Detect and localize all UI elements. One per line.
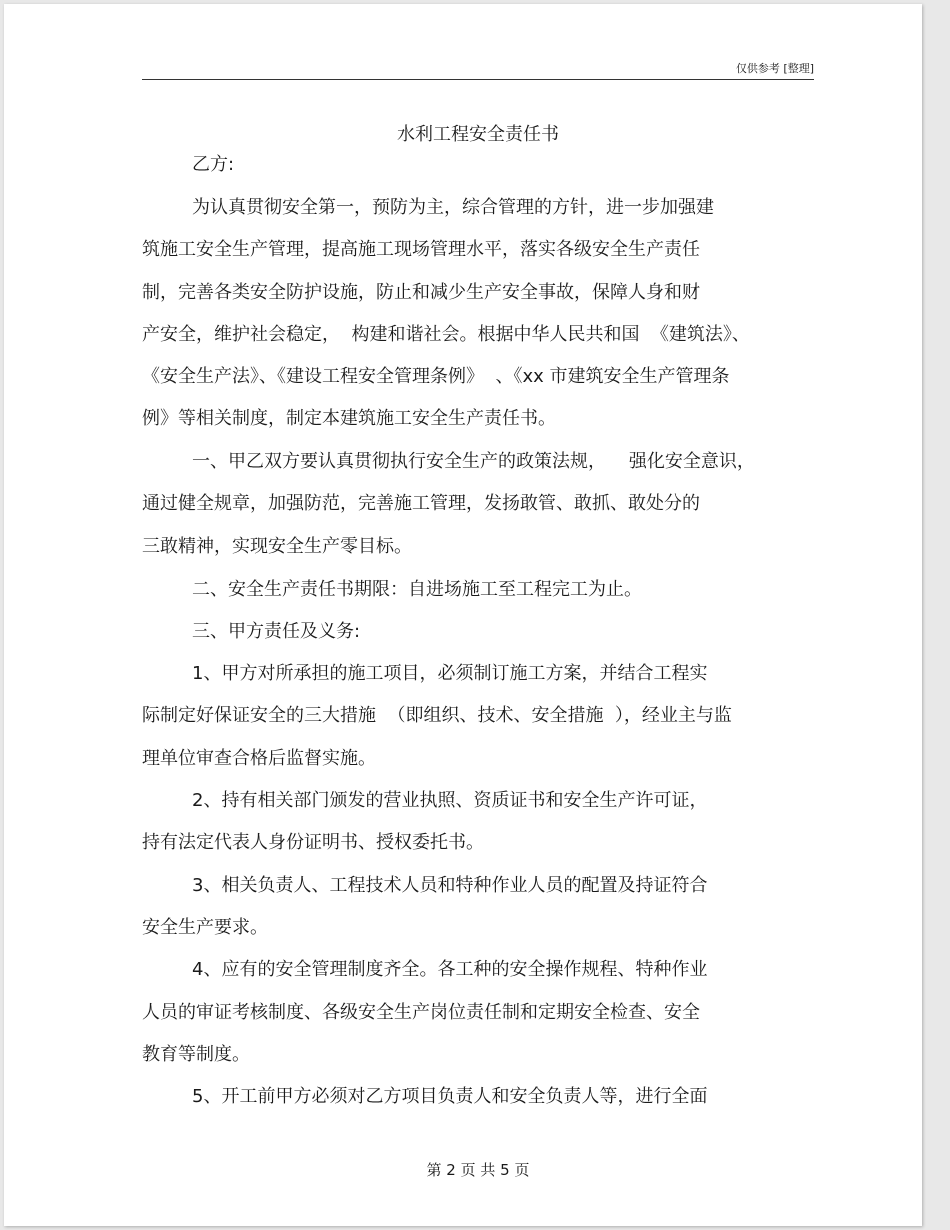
document-title: 水利工程安全责任书: [397, 124, 559, 145]
body-line: 理单位审查合格后监督实施。: [142, 748, 376, 769]
body-line: 制，完善各类安全防护设施，防止和减少生产安全事故，保障人身和财: [142, 282, 700, 303]
body-line: 《安全生产法》、《建设工程安全管理条例》 、《xx 市建筑安全生产管理条: [142, 366, 730, 387]
body-line: 际制定好保证安全的三大措施 （即组织、技术、安全措施 ），经业主与监: [142, 705, 732, 726]
body-line: 产安全，维护社会稳定， 构建和谐社会。根据中华人民共和国 《建筑法》、: [142, 324, 750, 345]
page-footer: 第 2 页 共 5 页: [426, 1161, 530, 1179]
header-rule: [142, 79, 814, 80]
header-tag: [整理]: [783, 62, 814, 75]
body-line: 筑施工安全生产管理，提高施工现场管理水平，落实各级安全生产责任: [142, 239, 700, 260]
body-line: 4、应有的安全管理制度齐全。各工种的安全操作规程、特种作业: [192, 959, 708, 980]
body-line: 教育等制度。: [142, 1044, 250, 1065]
body-line: 三敢精神，实现安全生产零目标。: [142, 536, 412, 557]
page-header: [142, 60, 814, 76]
body-line: 2、持有相关部门颁发的营业执照、资质证书和安全生产许可证，: [192, 790, 708, 811]
body-line: 为认真贯彻安全第一，预防为主，综合管理的方针，进一步加强建: [192, 197, 714, 218]
body-line: 安全生产要求。: [142, 917, 268, 938]
body-line: 乙方:: [192, 154, 235, 175]
body-line: 二、安全生产责任书期限：自进场施工至工程完工为止。: [192, 579, 642, 600]
body-line: 1、甲方对所承担的施工项目，必须制订施工方案，并结合工程实: [192, 663, 708, 684]
body-line: 持有法定代表人身份证明书、授权委托书。: [142, 832, 484, 853]
body-line: 5、开工前甲方必须对乙方项目负责人和安全负责人等，进行全面: [192, 1086, 708, 1107]
body-line: 三、甲方责任及义务:: [192, 621, 361, 642]
body-line: 3、相关负责人、工程技术人员和特种作业人员的配置及持证符合: [192, 875, 708, 896]
body-line: 通过健全规章，加强防范，完善施工管理，发扬敢管、敢抓、敢处分的: [142, 493, 700, 514]
document-page: [4, 4, 922, 1226]
body-line: 人员的审证考核制度、各级安全生产岗位责任制和定期安全检查、安全: [142, 1002, 700, 1023]
header-note: 仅供参考: [735, 62, 780, 75]
body-line: 一、甲乙双方要认真贯彻执行安全生产的政策法规， 强化安全意识，: [192, 451, 755, 472]
body-line: 例》等相关制度，制定本建筑施工安全生产责任书。: [142, 408, 556, 429]
